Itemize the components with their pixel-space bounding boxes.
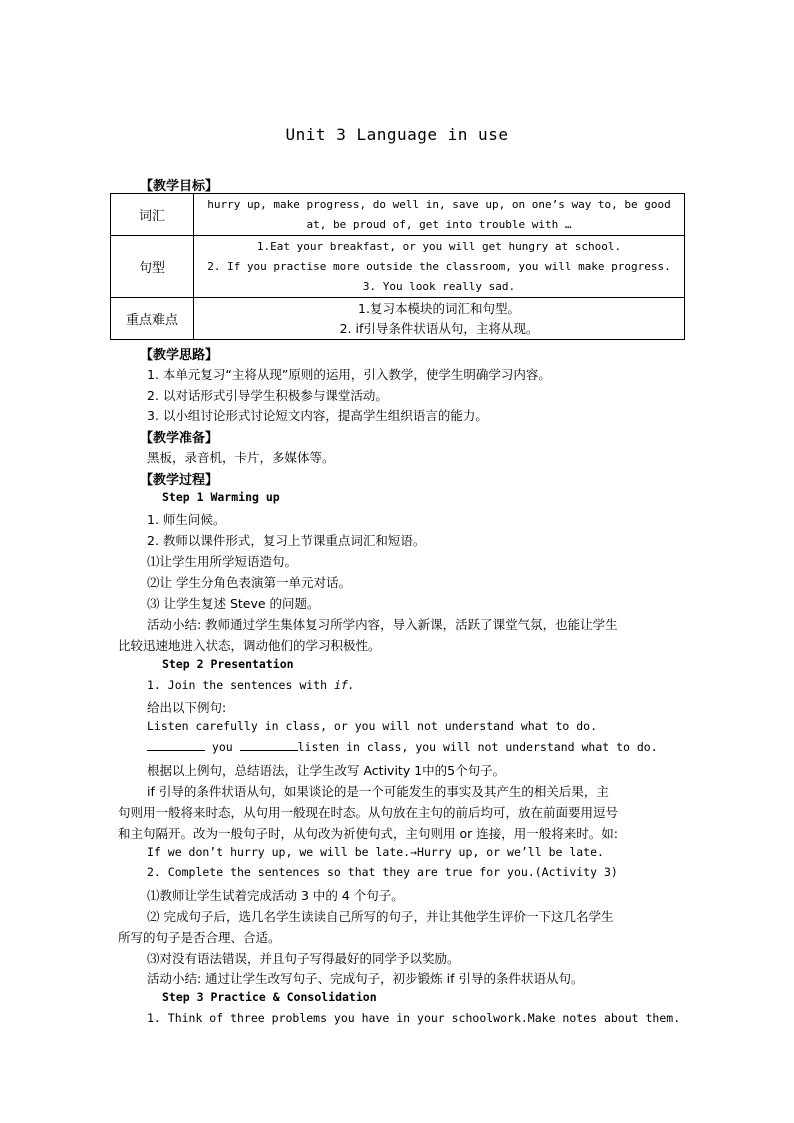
ideas-item: 3. 以小组讨论形式讨论短文内容，提高学生组织语言的能力。	[147, 408, 488, 423]
join-word: if.	[333, 678, 355, 692]
step2-sub: ⑶对没有语法错误，并且句子写得最好的同学予以奖励。	[147, 951, 460, 966]
content-line: 1.Eat your breakfast, or you will get hungry at school.	[256, 239, 622, 253]
ideas-heading: 【教学思路】	[140, 348, 219, 363]
join-prefix: 1. Join the sentences with	[147, 678, 334, 692]
step1-summary: 活动小结: 教师通过学生集体复习所学内容，导入新课，活跃了课堂气氛，也能让学生	[147, 617, 618, 632]
step2-join	[147, 678, 355, 692]
objectives-table	[110, 193, 685, 340]
table-row	[111, 194, 685, 236]
table-row	[111, 298, 685, 340]
content-line: hurry up, make progress, do well in, save up, on one’s way to, be good	[207, 197, 671, 211]
ideas-item: 2. 以对话形式引导学生积极参与课堂活动。	[147, 388, 388, 403]
row-label-key-points: 重点难点	[111, 298, 194, 340]
step1-title: Step 1 Warming up	[162, 490, 280, 504]
content-line: 3. You look really sad.	[362, 279, 516, 293]
content-line: 2. if引导条件状语从句，主将从现。	[339, 320, 539, 336]
process-heading: 【教学过程】	[140, 473, 219, 488]
step2-rewrite: 根据以上例句，总结语法，让学生改写 Activity 1中的5个句子。	[147, 763, 506, 778]
row-content-vocabulary	[194, 194, 685, 236]
row-label-vocabulary: 词汇	[111, 194, 194, 236]
step2-examples-intro: 给出以下例句:	[147, 700, 227, 715]
step2-grammar: if 引导的条件状语从句，如果谈论的是一个可能发生的事实及其产生的相关后果，主	[147, 784, 609, 799]
table-row	[111, 236, 685, 298]
step2-grammar-example: If we don’t hurry up, we will be late.→Hurry up, or we’ll be late.	[147, 845, 604, 859]
example-fragment: you	[205, 740, 240, 754]
step1-line: ⑵让 学生分角色表演第一单元对话。	[147, 575, 351, 590]
step2-title: Step 2 Presentation	[162, 657, 294, 671]
objectives-heading: 【教学目标】	[140, 179, 219, 194]
step2-example-blanks	[147, 740, 658, 754]
content-line: 1.复习本模块的词汇和句型。	[358, 300, 520, 316]
step2-sub: ⑵ 完成句子后，选几名学生读读自己所写的句子，并让其他学生评价一下这几名学生	[147, 909, 614, 924]
row-label-sentence-patterns: 句型	[111, 236, 194, 298]
blank-line	[240, 740, 298, 751]
step1-line: 1. 师生问候。	[147, 512, 226, 527]
step2-grammar-cont: 和主句隔开。改为一般句子时，从句改为祈使句式，主句则用 or 连接，用一般将来时。如:	[118, 826, 618, 841]
step1-line: ⑴让学生用所学短语造句。	[147, 554, 298, 569]
step2-summary: 活动小结: 通过让学生改写句子、完成句子，初步锻炼 if 引导的条件状语从句。	[147, 971, 584, 986]
prep-heading: 【教学准备】	[140, 431, 219, 446]
step3-title: Step 3 Practice & Consolidation	[162, 990, 377, 1004]
step1-line: ⑶ 让学生复述 Steve 的问题。	[147, 596, 320, 611]
step1-summary-cont: 比较迅速地进入状态，调动他们的学习积极性。	[118, 638, 381, 653]
row-content-sentence-patterns	[194, 236, 685, 298]
ideas-item: 1. 本单元复习“主将从现”原则的运用，引入教学，使学生明确学习内容。	[147, 367, 551, 382]
step2-complete: 2. Complete the sentences so that they are true for you.(Activity 3)	[147, 865, 618, 879]
content-line: at, be proud of, get into trouble with …	[306, 217, 572, 231]
step2-example: Listen carefully in class, or you will not understand what to do.	[147, 719, 598, 733]
step2-sub-cont: 所写的句子是否合理、合适。	[118, 930, 281, 945]
content-line: 2. If you practise more outside the classroom, you will make progress.	[207, 259, 671, 273]
step3-line: 1. Think of three problems you have in your schoolwork.Make notes about them.	[147, 1011, 681, 1025]
step2-grammar-cont: 句则用一般将来时态，从句用一般现在时态。从句放在主句的前后均可，放在前面要用逗号	[118, 805, 619, 820]
document-title: Unit 3 Language in use	[285, 125, 509, 144]
step2-sub: ⑴教师让学生试着完成活动 3 中的 4 个句子。	[147, 888, 404, 903]
blank-line	[147, 740, 205, 751]
example-fragment: listen in class, you will not understand what to do.	[297, 740, 658, 754]
row-content-key-points	[194, 298, 685, 340]
step1-line: 2. 教师以课件形式，复习上节课重点词汇和短语。	[147, 533, 426, 548]
prep-text: 黑板，录音机，卡片，多媒体等。	[147, 450, 335, 465]
